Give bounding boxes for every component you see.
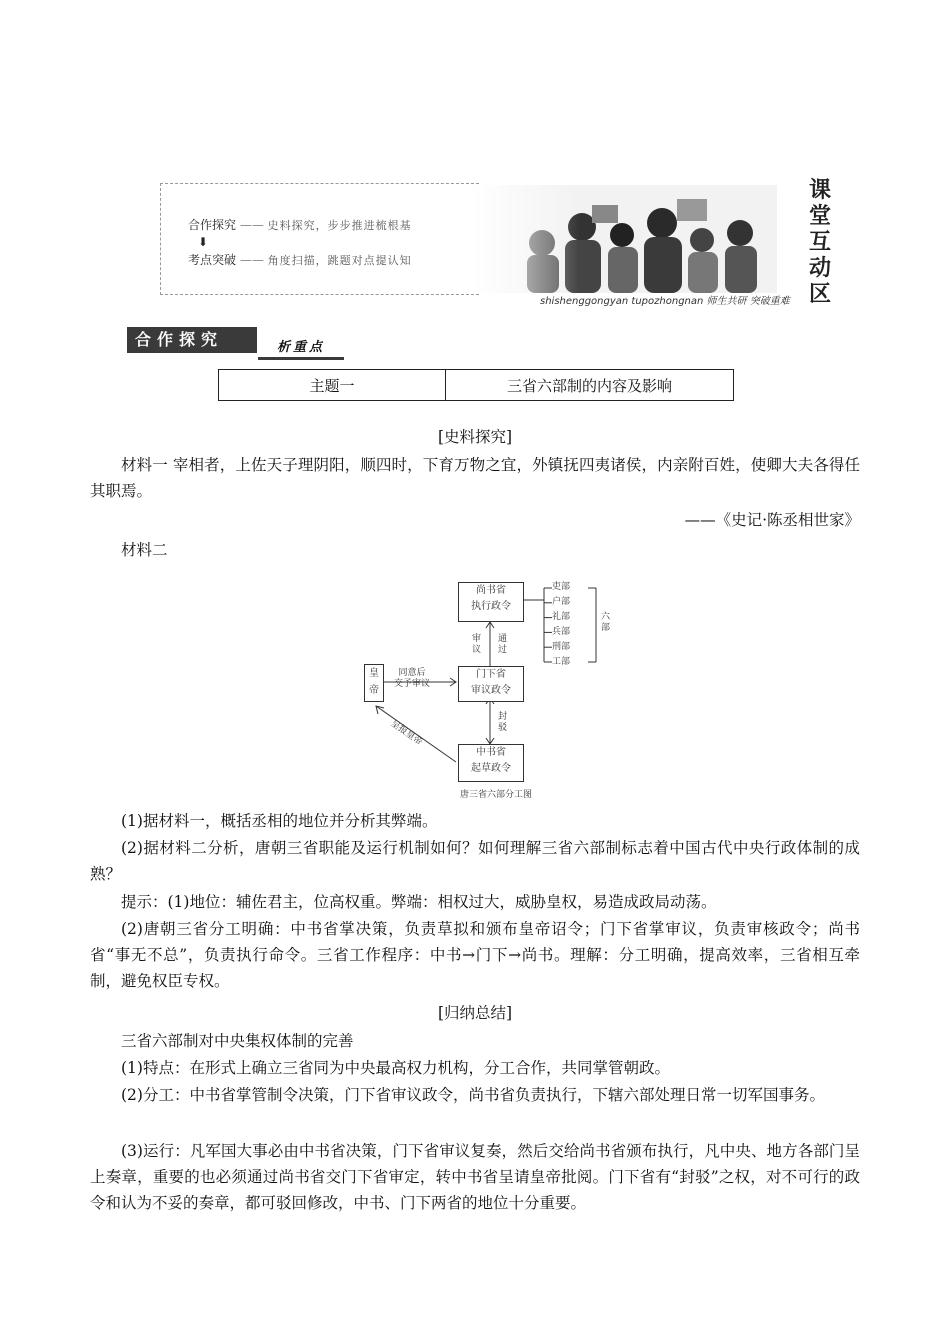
liubu-label bbox=[601, 612, 610, 634]
question-2: (2)据材料二分析，唐朝三省职能及运行机制如何？如何理解三省六部制标志着中国古代中央行政体制的成熟？ bbox=[90, 839, 860, 883]
heading-historical-materials: [史料探究] bbox=[437, 428, 513, 446]
summary-point-2: (2)分工：中书省掌管制令决策，门下省审议政令，尚书省负责执行，下辖六部处理日常一切军国事务。 bbox=[121, 1086, 825, 1104]
banner-line-2 bbox=[188, 251, 412, 268]
topic-title: 三省六部制的内容及影响 bbox=[506, 376, 672, 395]
banner-label-2: 考点突破 bbox=[188, 253, 237, 267]
shenyi-char: 议 bbox=[472, 645, 482, 655]
tongguo-label bbox=[498, 634, 507, 656]
tongyi-line: 交予审议 bbox=[394, 679, 431, 689]
hint-2: (2)唐朝三省分工明确：中书省掌决策，负责草拟和颁布皇帝诏令；门下省掌审议，负责审核政令；尚书省“事无不总”，负责执行命令。三省工作程序：中书→门下→尚书。理解：分工明确，提高效率，三省相互牵制，避免权臣专权。 bbox=[90, 920, 860, 990]
tongyi-label bbox=[394, 668, 430, 690]
fengbo-label bbox=[498, 712, 507, 734]
title-char: 区 bbox=[808, 282, 831, 307]
material-one-source: ——《史记·陈丞相世家》 bbox=[684, 511, 860, 529]
zhongshu-role: 起草政令 bbox=[471, 763, 511, 774]
liubu-char: 部 bbox=[601, 623, 611, 633]
banner-vertical-title bbox=[807, 178, 833, 308]
tongguo-char: 过 bbox=[498, 645, 508, 655]
emperor-box bbox=[364, 664, 384, 702]
shangshu-box bbox=[458, 582, 524, 622]
emperor-char: 皇 bbox=[369, 668, 379, 679]
zhongshu-name: 中书省 bbox=[476, 747, 506, 758]
summary-title: 三省六部制对中央集权体制的完善 bbox=[121, 1032, 354, 1050]
liubu-char: 六 bbox=[601, 612, 611, 622]
summary-point-3: (3)运行：凡军国大事必由中书省决策，门下省审议复奏，然后交给尚书省颁布执行，凡中央、地方各部门呈上奏章，重要的也必须通过尚书省交门下省审定，转中书省呈请皇帝批阅。门下省有“封驳”之权，对不可行的政令和认为不妥的奏章，都可驳回修改，中书、门下两省的地位十分重要。 bbox=[90, 1142, 860, 1212]
ministry-item: 户部 bbox=[552, 597, 571, 607]
three-departments-diagram bbox=[360, 578, 620, 804]
topic-number: 主题一 bbox=[219, 370, 446, 400]
ministry-item: 兵部 bbox=[552, 627, 571, 637]
title-char: 动 bbox=[808, 256, 831, 281]
section-tag: 合作探究 bbox=[127, 327, 257, 353]
menxia-box bbox=[458, 666, 524, 702]
tongyi-line: 同意后 bbox=[398, 668, 426, 678]
topic-table bbox=[218, 369, 734, 401]
section-subtag: 析重点 bbox=[258, 337, 344, 360]
summary-point-1: (1)特点：在形式上确立三省同为中央最高权力机构，分工合作，共同掌管朝政。 bbox=[121, 1059, 670, 1077]
chengbao-label: 呈报皇帝 bbox=[388, 718, 424, 748]
diagram-caption: 唐三省六部分工图 bbox=[460, 790, 533, 800]
ministry-item: 礼部 bbox=[552, 612, 571, 622]
material-two-label: 材料二 bbox=[121, 541, 168, 559]
shangshu-role: 执行政令 bbox=[471, 601, 511, 612]
tongguo-char: 通 bbox=[498, 634, 508, 644]
banner-hint-2: 角度扫描，跳题对点提认知 bbox=[267, 254, 412, 267]
ministry-item: 吏部 bbox=[552, 582, 571, 592]
banner-label-1: 合作探究 bbox=[188, 218, 237, 232]
banner-hint-1: 史料探究，步步推进梳根基 bbox=[267, 219, 412, 232]
question-1: (1)据材料一，概括丞相的地位并分析其弊端。 bbox=[121, 812, 438, 830]
banner-photo bbox=[472, 185, 777, 293]
ministry-item: 刑部 bbox=[552, 642, 571, 652]
arrow-down-icon: ⬇ bbox=[198, 235, 209, 249]
ministry-item: 工部 bbox=[552, 657, 571, 667]
banner-dash-1: —— bbox=[239, 218, 264, 232]
menxia-role: 审议政令 bbox=[471, 685, 511, 696]
fengbo-char: 驳 bbox=[498, 723, 508, 733]
hint-1: 提示：(1)地位：辅佐君主，位高权重。弊端：相权过大，威胁皇权，易造成政局动荡。 bbox=[121, 893, 717, 911]
zhongshu-box bbox=[458, 744, 524, 782]
fengbo-char: 封 bbox=[498, 712, 508, 722]
emperor-char: 帝 bbox=[369, 685, 379, 696]
heading-summary: [归纳总结] bbox=[437, 1004, 513, 1022]
shenyi-label bbox=[472, 634, 481, 656]
title-char: 互 bbox=[808, 230, 831, 255]
title-char: 堂 bbox=[808, 204, 831, 229]
material-one: 材料一 宰相者，上佐天子理阴阳，顺四时，下育万物之宜，外镇抚四夷诸侯，内亲附百姓，使卿大夫各得任其职焉。 bbox=[90, 456, 860, 500]
shangshu-name: 尚书省 bbox=[476, 585, 506, 596]
banner-subtitle: shishenggongyan tupozhongnan 师生共研 突破重难 bbox=[540, 296, 790, 307]
menxia-name: 门下省 bbox=[476, 669, 506, 680]
shenyi-char: 审 bbox=[472, 634, 482, 644]
banner-line-1 bbox=[188, 216, 412, 233]
banner-dash-2: —— bbox=[239, 253, 264, 267]
title-char: 课 bbox=[808, 178, 831, 203]
